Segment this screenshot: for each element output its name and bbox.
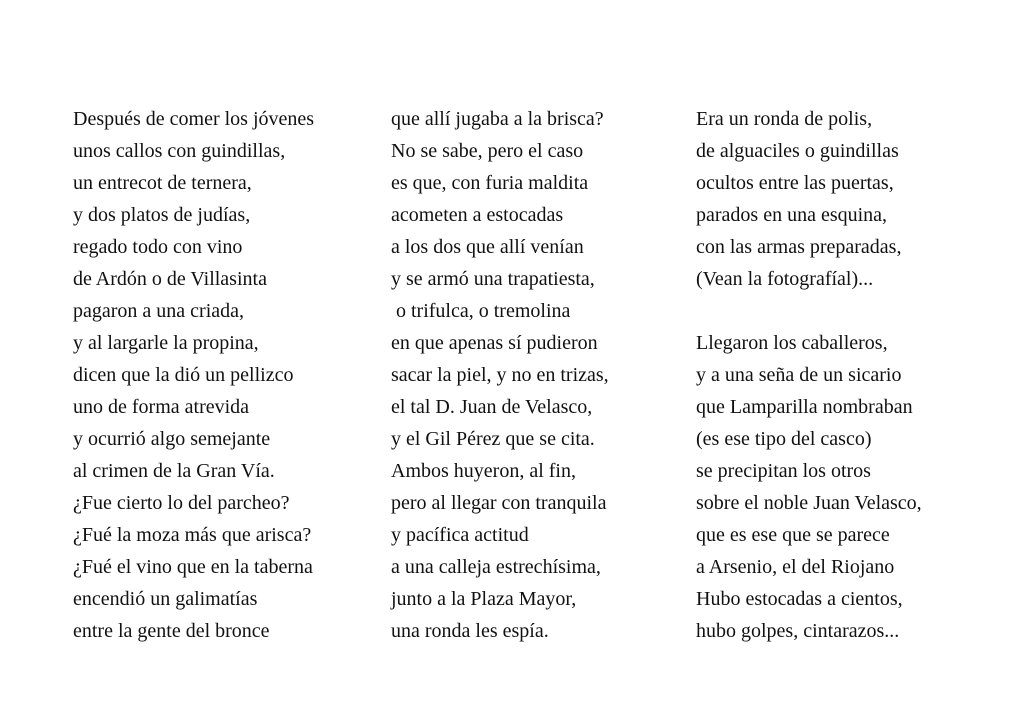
poem-line: que allí jugaba a la brisca? [391, 108, 604, 130]
poem-line: es que, con furia maldita [391, 172, 589, 194]
poem-line: ¿Fue cierto lo del parcheo? [73, 492, 290, 514]
poem-column-2 [391, 108, 681, 652]
poem-line: o trifulca, o tremolina [391, 300, 571, 322]
poem-line: ¿Fué la moza más que arisca? [73, 524, 312, 546]
poem-line: junto a la Plaza Mayor, [391, 588, 577, 610]
poem-line: a los dos que allí venían [391, 236, 584, 258]
poem-line: al crimen de la Gran Vía. [73, 460, 275, 482]
poem-line: y dos platos de judías, [73, 204, 251, 226]
poem-line: Llegaron los caballeros, [696, 332, 888, 354]
poem-line: dicen que la dió un pellizco [73, 364, 294, 386]
poem-line: pagaron a una criada, [73, 300, 245, 322]
poem-line: en que apenas sí pudieron [391, 332, 598, 354]
poem-column-1 [73, 108, 373, 652]
poem-line: que Lamparilla nombraban [696, 396, 913, 418]
poem-line: una ronda les espía. [391, 620, 549, 642]
poem-line: Ambos huyeron, al fin, [391, 460, 576, 482]
poem-line: de Ardón o de Villasinta [73, 268, 267, 290]
poem-line: un entrecot de ternera, [73, 172, 252, 194]
poem-line: el tal D. Juan de Velasco, [391, 396, 593, 418]
poem-line: de alguaciles o guindillas [696, 140, 899, 162]
poem-line: pero al llegar con tranquila [391, 492, 607, 514]
poem-line: (Vean la fotografíal)... [696, 268, 874, 290]
poem-line: parados en una esquina, [696, 204, 888, 226]
poem-line: y se armó una trapatiesta, [391, 268, 595, 290]
poem-line: se precipitan los otros [696, 460, 871, 482]
poem-line: y ocurrió algo semejante [73, 428, 271, 450]
poem-line: acometen a estocadas [391, 204, 564, 226]
poem-line: ocultos entre las puertas, [696, 172, 894, 194]
poem-line: y pacífica actitud [391, 524, 529, 546]
poem-line: regado todo con vino [73, 236, 243, 258]
poem-line: y a una seña de un sicario [696, 364, 902, 386]
stanza-break [696, 300, 1016, 332]
poem-line: Era un ronda de polis, [696, 108, 873, 130]
poem-line: Después de comer los jóvenes [73, 108, 315, 130]
poem-column-3 [696, 108, 1016, 652]
poem-line: entre la gente del bronce [73, 620, 270, 642]
poem-line: ¿Fué el vino que en la taberna [73, 556, 313, 578]
poem-line: uno de forma atrevida [73, 396, 250, 418]
poem-line: a Arsenio, el del Riojano [696, 556, 895, 578]
poem-line: y el Gil Pérez que se cita. [391, 428, 595, 450]
poem-line: encendió un galimatías [73, 588, 258, 610]
poem-line: unos callos con guindillas, [73, 140, 286, 162]
poem-line: sobre el noble Juan Velasco, [696, 492, 922, 514]
poem-line: con las armas preparadas, [696, 236, 902, 258]
poem-line: que es ese que se parece [696, 524, 890, 546]
poem-line: hubo golpes, cintarazos... [696, 620, 900, 642]
poem-line: sacar la piel, y no en trizas, [391, 364, 609, 386]
poem-line: y al largarle la propina, [73, 332, 259, 354]
poem-line: (es ese tipo del casco) [696, 428, 872, 450]
poem-line: a una calleja estrechísima, [391, 556, 601, 578]
poem-line: Hubo estocadas a cientos, [696, 588, 903, 610]
poem-line: No se sabe, pero el caso [391, 140, 584, 162]
